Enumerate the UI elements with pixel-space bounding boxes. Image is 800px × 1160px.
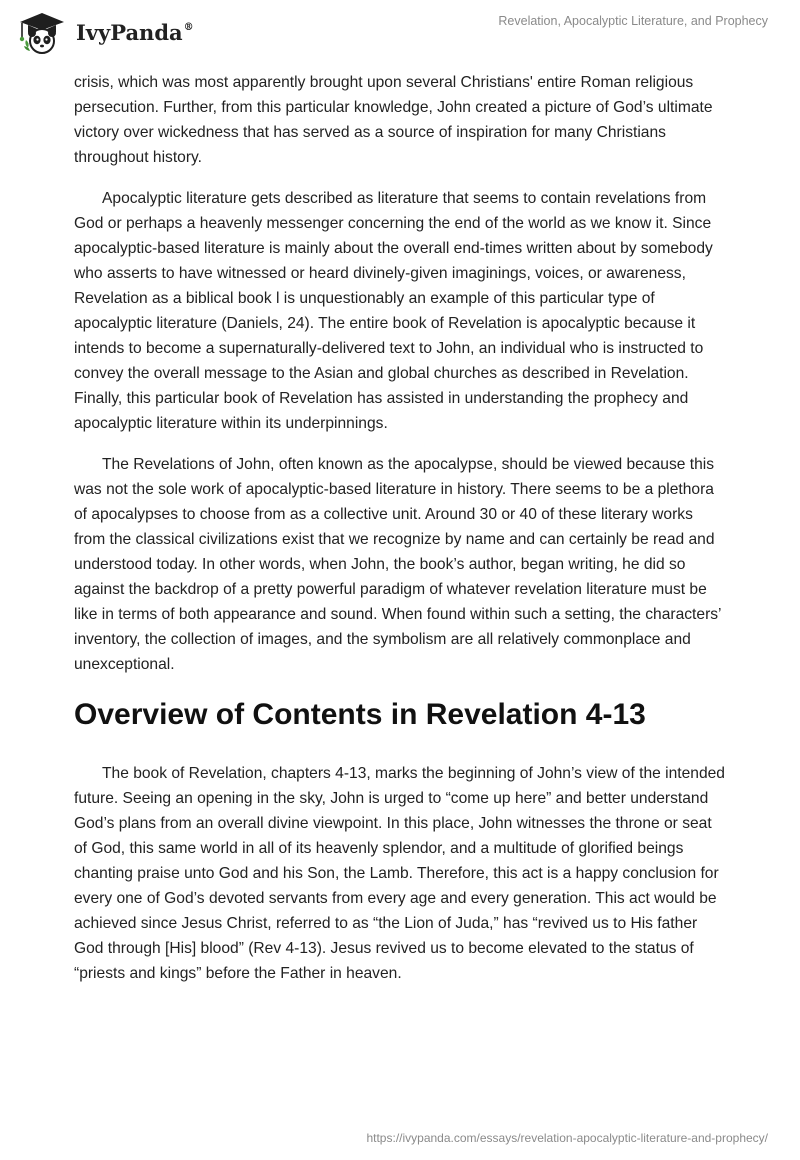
paragraph-1: crisis, which was most apparently brought upon several Christians' entire Roman religious persecution. Further, from this particular knowledge, John created a picture of God’s ultimate victory over wickedness that has served as a source of inspiration for many Christians throughout history. [74,74,713,166]
paragraph-2: Apocalyptic literature gets described as literature that seems to contain revelations from God or perhaps a heavenly messenger concerning the end of the world as we know it. Since apocalyptic-based literature is mainly about the overall end-times written about by somebody who asserts to have witnessed or heard divinely-given imaginings, voices, or awareness, Revelation as a biblical book l is unquestionably an example of this particular type of apocalyptic literature (Daniels, 24). The entire book of Revelation is apocalyptic because it intends to become a supernaturally-delivered text to John, an individual who is instructed to convey the overall message to the Asian and global churches as described in Revelation. Finally, this particular book of Revelation has assisted in understanding the prophecy and apocalyptic literature within its underpinnings. [74,190,713,432]
page-header [0,0,800,64]
ivypanda-logo[interactable] [14,8,194,54]
logo-wordmark: IvyPanda® [76,19,194,45]
paragraph-4: The book of Revelation, chapters 4-13, marks the beginning of John’s view of the intended future. Seeing an opening in the sky, John is urged to “come up here” and better understand God’s plans from an overall divine viewpoint. In this place, John witnesses the throne or seat of God, this same world in all of its heavenly splendor, and a multitude of glorified beings chanting praise unto God and his Son, the Lamb. Therefore, this act is a happy conclusion for every one of God’s devoted servants from every age and every generation. This act would be achieved since Jesus Christ, referred to as “the Lion of Juda,” has “revived us to His father God through [His] blood” (Rev 4-13). Jesus revived us to become elevated to the status of “priests and kings” before the Father in heaven. [74,765,725,982]
section-heading: Overview of Contents in Revelation 4-13 [74,698,646,731]
paragraph-3: The Revelations of John, often known as the apocalypse, should be viewed because this was not the sole work of apocalyptic-based literature in history. There seems to be a plethora of apocalypses to choose from as a collective unit. Around 30 or 40 of these literary works from the classical civilizations exist that we recognize by name and can certainly be read and understood today. In other words, when John, the book’s author, began writing, he did so against the backdrop of a pretty powerful paradigm of whatever revelation literature must be like in terms of both appearance and sound. When found within such a setting, the characters’ inventory, the collection of images, and the symbolism are all relatively commonplace and unexceptional. [74,456,721,673]
registered-mark: ® [183,21,194,33]
source-url[interactable]: https://ivypanda.com/essays/revelation-apocalyptic-literature-and-prophecy/ [366,1131,768,1145]
essay-content [74,70,726,1002]
document-title: Revelation, Apocalyptic Literature, and Prophecy [498,14,768,28]
panda-graduation-icon [14,8,70,54]
